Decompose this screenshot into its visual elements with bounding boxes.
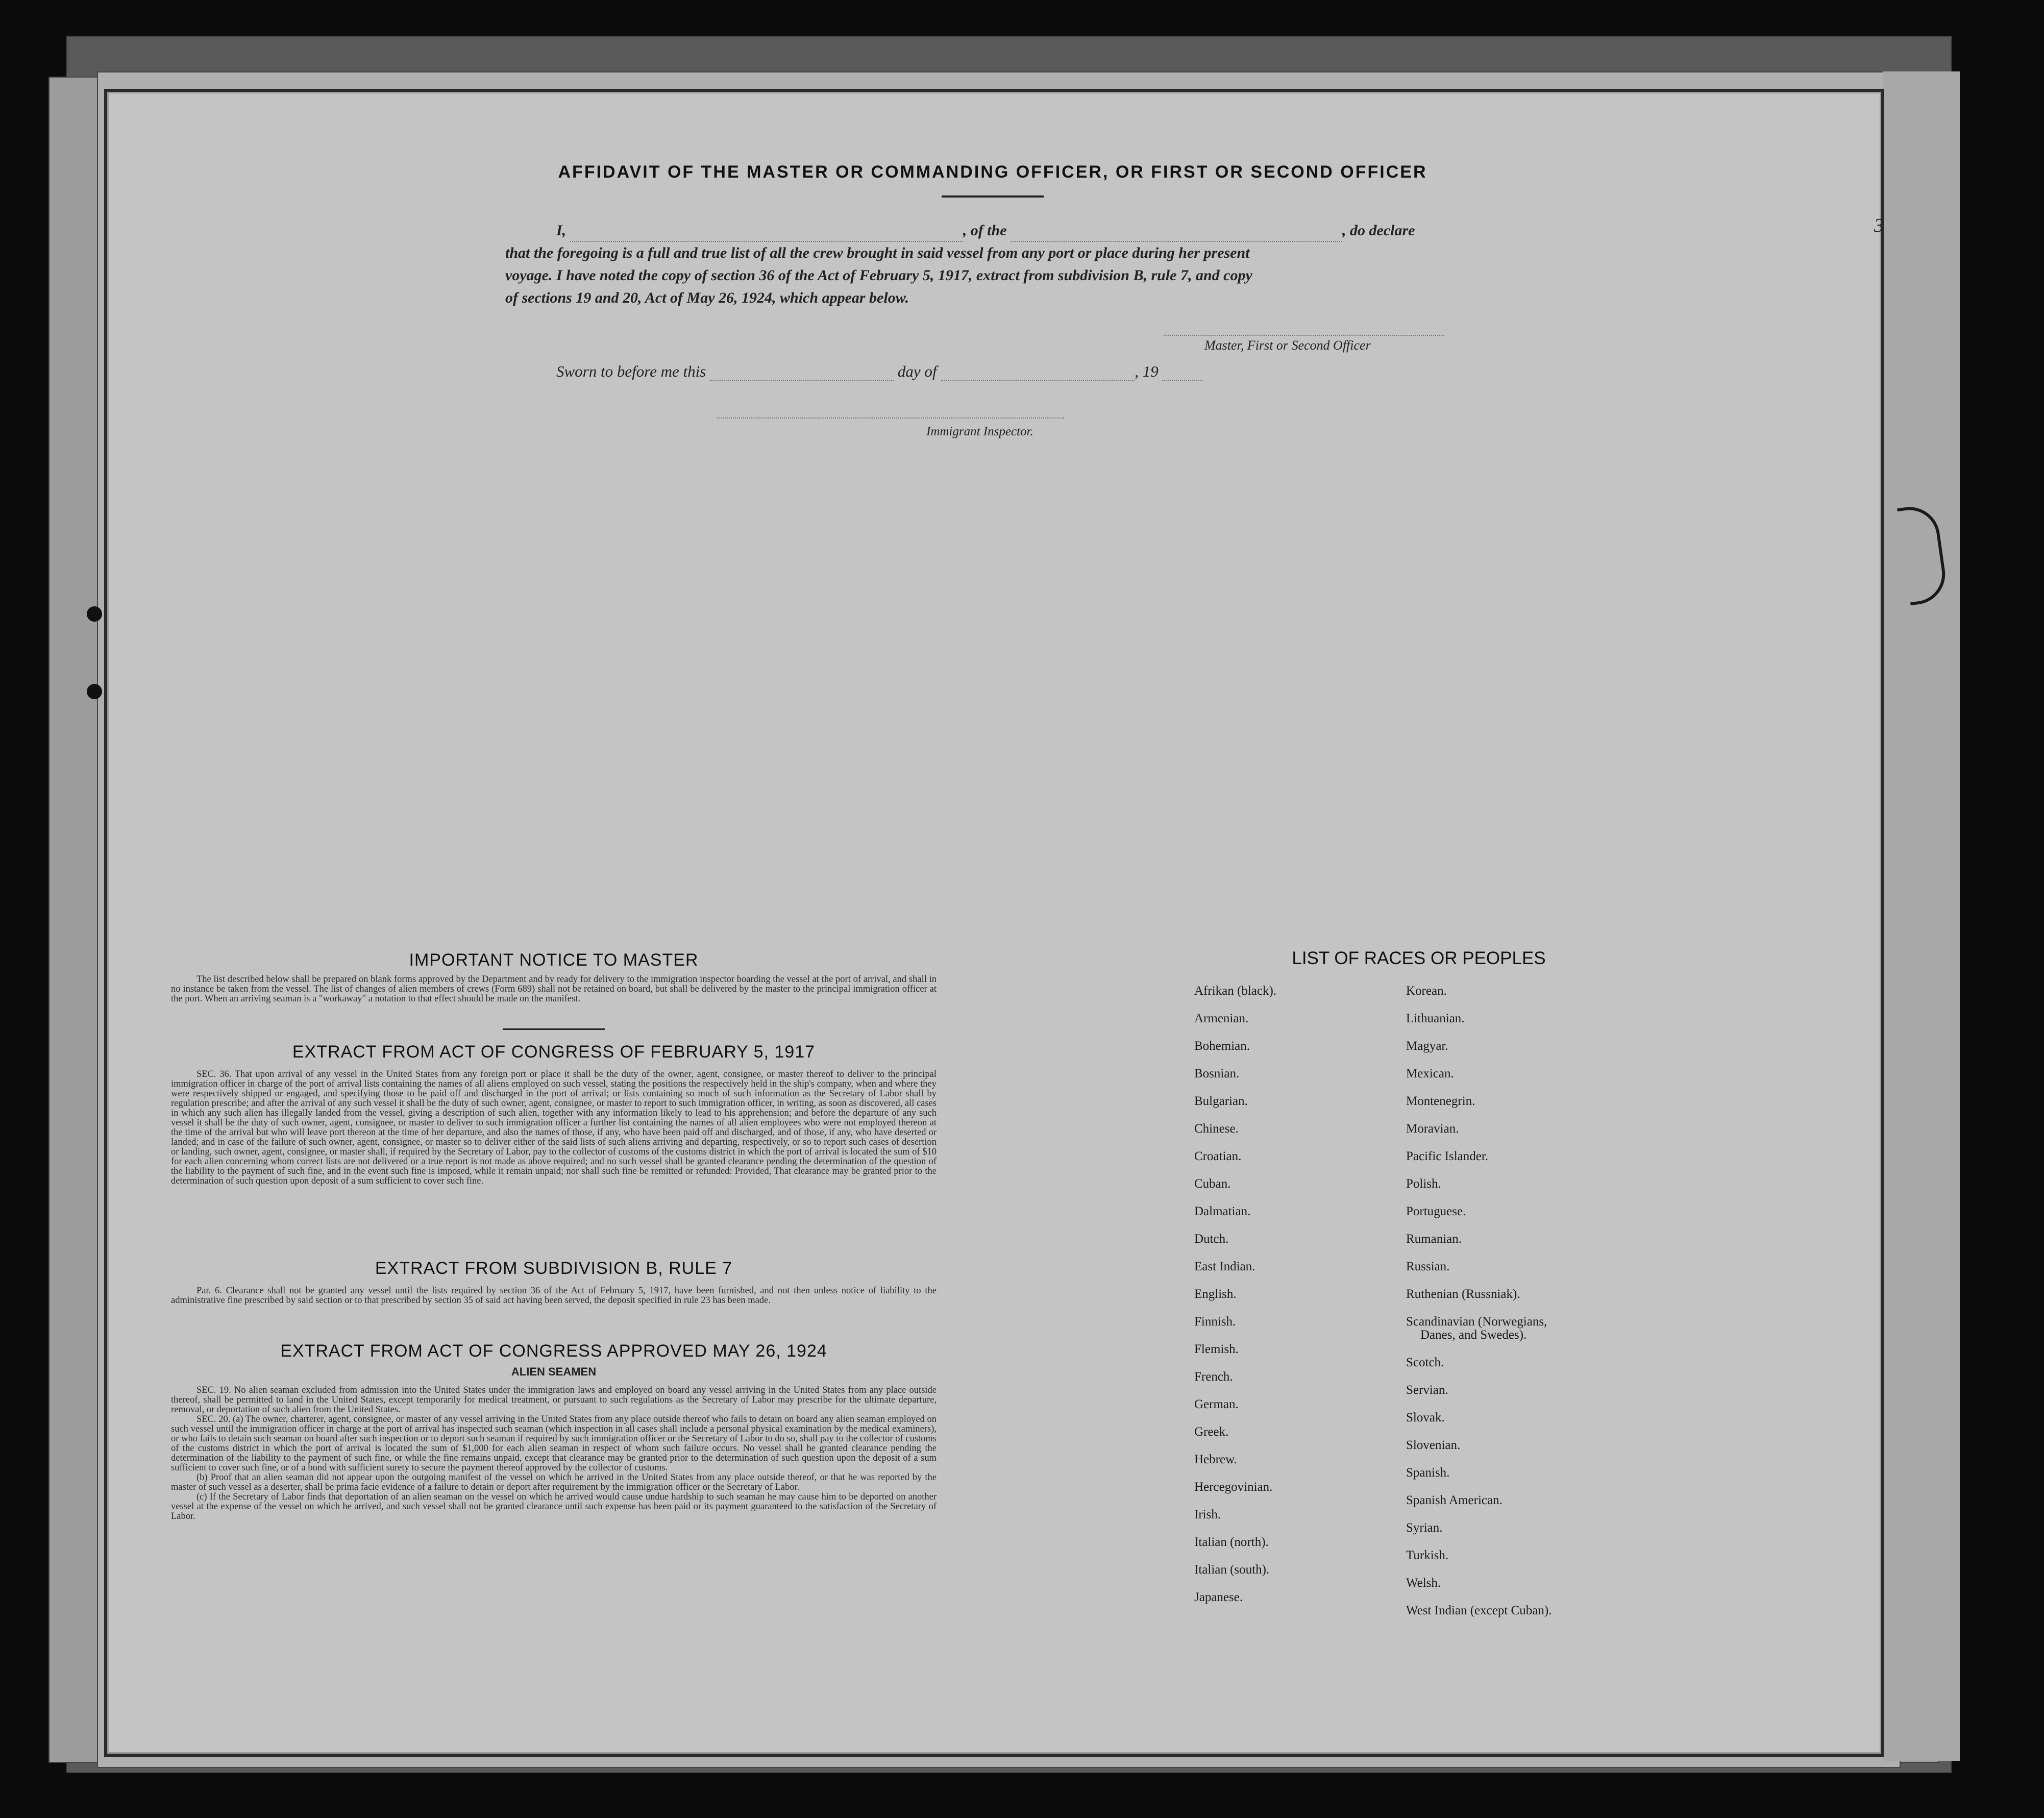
margin-digit: 3 — [1874, 215, 1884, 236]
race-list-item: Greek. — [1194, 1425, 1229, 1439]
race-list-item: Japanese. — [1194, 1590, 1243, 1604]
race-list-item: Korean. — [1406, 984, 1447, 998]
race-list-item: French. — [1194, 1370, 1233, 1384]
race-list-item: Turkish. — [1406, 1549, 1449, 1562]
race-list-item: West Indian (except Cuban). — [1406, 1604, 1552, 1617]
race-list-item: Polish. — [1406, 1177, 1441, 1191]
race-list-item: Magyar. — [1406, 1039, 1448, 1053]
sworn-year-field[interactable] — [1162, 380, 1203, 381]
notice-text — [171, 975, 937, 1004]
extract-1924-sec20b: (b) Proof that an alien seaman did not appear upon the outgoing manifest of the vessel on which he arrived in the United States from any place outside thereof, or that he was reported by the master of such vessel as a deserter, shall be prima facie evidence of a failure to detain or deport after requirement by the immigration officer or the Secretary of Labor. — [171, 1472, 937, 1492]
race-list-item: Finnish. — [1194, 1315, 1236, 1329]
declaration-line-3: voyage. I have noted the copy of section 36 of the Act of February 5, 1917, extract from subdivision B, rule 7, and copy — [505, 267, 1252, 284]
bleed-through-text — [255, 449, 263, 464]
race-list-item: Slovak. — [1406, 1411, 1445, 1424]
race-list-item: East Indian. — [1194, 1260, 1255, 1273]
notice-paragraph: The list described below shall be prepared on blank forms approved by the Department and by ready for delivery to the immigration inspector boarding the vessel at the port of arrival, and shall in no instance be taken from the vessel. The list of changes of alien members of crews (Form 689) shall not be retained on board, but shall be delivered by the master to the principal immigration officer at the port. When an arriving seaman is a "workaway" a notation to that effect should be made on the manifest. — [171, 974, 937, 1004]
notice-divider — [503, 1028, 605, 1030]
race-list-item: Spanish American. — [1406, 1493, 1503, 1507]
extract-1917-text — [171, 1070, 937, 1186]
race-list-item: Servian. — [1406, 1383, 1448, 1397]
notice-title: IMPORTANT NOTICE TO MASTER — [409, 950, 699, 970]
race-list-item: Spanish. — [1406, 1466, 1450, 1480]
extract-1924-sec20c: (c) If the Secretary of Labor finds that deportation of an alien seaman on the vessel on which he arrived would cause undue hardship to such seaman he may cause him to be deported on another vessel at the expense of the vessel on which he arrived, and such vessel shall not be granted clearance until such expense has been paid or its payment guaranteed to the satisfaction of the Secretary of Labor. — [171, 1492, 937, 1521]
race-list-item: Danes, and Swedes). — [1420, 1328, 1527, 1342]
declaration-line-2: that the foregoing is a full and true list of all the crew brought in said vessel from any port or place during her present — [505, 244, 1250, 261]
affidavit-title: AFFIDAVIT OF THE MASTER OR COMMANDING OFFICER, OR FIRST OR SECOND OFFICER — [558, 162, 1427, 182]
race-list-item: Dalmatian. — [1194, 1205, 1251, 1218]
race-list-item: Irish. — [1194, 1508, 1221, 1521]
races-list-title: LIST OF RACES OR PEOPLES — [1292, 948, 1546, 968]
race-list-item: Portuguese. — [1406, 1205, 1466, 1218]
extract-1917-paragraph: SEC. 36. That upon arrival of any vessel in the United States from any foreign port or place it shall be the duty of the owner, agent, consignee, or master thereof to deliver to the principal immigration officer in charge of the port of arrival lists containing the names of all aliens employed on such vessel, stating the positions the respectively held in the ship's company, when and where they were respectively shipped or engaged, and specifying those to be paid off and discharged in the port of arrival; or lists containing so much of such information as the Secretary of Labor shall by regulation prescribe; and after the arrival of any such vessel it shall be the duty of such owner, agent, consignee, or master to report to such immigration officer, in writing, as soon as discovered, all cases in which any such alien has illegally landed from the vessel, giving a description of such alien, together with any information likely to lead to his apprehension; and before the departure of any such vessel it shall be the duty of such owner, agent, consignee, or master to deliver to such immigration officer a further list containing the names of all alien employees who were not employed thereon at the time of the arrival but who will leave port thereon at the time of her departure, and also the names of those, if any, who have been paid off and discharged, and of those, if any, who have deserted or landed; and in case of the failure of such owner, agent, consignee, or master so to deliver either of the said lists of such aliens arriving and departing, respectively, or so to report such cases of desertion or landing, such owner, agent, consignee, or master shall, if required by the Secretary of Labor, pay to the collector of customs of the customs district in which the port of arrival is located the sum of $10 for each alien concerning whom correct lists are not delivered or a true report is not made as above required; and no such vessel shall be granted clearance pending the determination of the question of the liability to the payment of such fine, and in the event such fine is imposed, while it remain unpaid; nor shall such fine be remitted or refunded: Provided, That clearance may be granted prior to the determination of such question upon deposit of a sum sufficient to cover such fine. — [171, 1069, 937, 1186]
race-list-item: Flemish. — [1194, 1342, 1239, 1356]
race-list-item: Rumanian. — [1406, 1232, 1462, 1246]
race-list-item: Scotch. — [1406, 1356, 1444, 1369]
race-list-item: Bosnian. — [1194, 1067, 1240, 1080]
binder-hole — [87, 684, 102, 699]
race-list-item: Armenian. — [1194, 1012, 1249, 1025]
race-list-item: Mexican. — [1406, 1067, 1454, 1080]
master-signature-label: Master, First or Second Officer — [1204, 338, 1371, 353]
race-list-item: Lithuanian. — [1406, 1012, 1465, 1025]
race-list-item: Afrikan (black). — [1194, 984, 1277, 998]
extract-1924-sec20a: SEC. 20. (a) The owner, charterer, agent, consignee, or master of any vessel arriving in the United States from any place outside thereof who fails to detain on board any alien seaman employed on such vessel until the immigration officer in charge at the port of arrival has inspected such seaman (which inspection in all cases shall include a personal physical examination by the medical examiners), or who fails to detain such seaman on board after such inspection or to deport such seaman if required by such immigration officer or the Secretary of Labor to do so, shall pay to the collector of customs of the customs district in which the port of arrival is located the sum of $1,000 for each alien seaman in respect of whom such failure occurs. No vessel shall be granted clearance pending the determination of the liability to the payment of such fine, or while the fine remains unpaid, except that clearance may be granted prior to the determination of such question upon the deposit of a sum sufficient to cover such fine, or of a bond with sufficient surety to secure the payment thereof approved by the collector of customs. — [171, 1414, 937, 1473]
extract-rule7-paragraph: Par. 6. Clearance shall not be granted any vessel until the lists required by section 36 of the Act of February 5, 1917, have been furnished, and not then unless notice of liability to the administrative fine prescribed by said section or to that prescribed by section 35 of said act having been served, the deposit specified in rule 23 has been made. — [171, 1286, 937, 1306]
race-list-item: Italian (north). — [1194, 1535, 1269, 1549]
extract-1924-title: EXTRACT FROM ACT OF CONGRESS APPROVED MAY 26, 1924 — [280, 1341, 827, 1361]
race-list-item: Russian. — [1406, 1260, 1450, 1273]
race-list-item: Bulgarian. — [1194, 1094, 1248, 1108]
extract-1924-subtitle: ALIEN SEAMEN — [511, 1365, 597, 1378]
extract-rule7-title: EXTRACT FROM SUBDIVISION B, RULE 7 — [375, 1259, 733, 1278]
title-divider — [942, 195, 1044, 198]
race-list-item: Scandinavian (Norwegians, — [1406, 1315, 1547, 1329]
declaration-do-declare: , do declare — [1342, 222, 1415, 239]
inspector-signature-label: Immigrant Inspector. — [926, 425, 1033, 438]
race-list-item: Slovenian. — [1406, 1438, 1461, 1452]
race-list-item: Ruthenian (Russniak). — [1406, 1287, 1520, 1301]
declaration-line-1 — [505, 219, 1485, 242]
master-signature-line[interactable] — [1164, 335, 1444, 336]
races-list-right — [1406, 984, 1671, 1631]
sworn-day-of: day of — [897, 362, 937, 380]
right-sheet-edge — [1883, 71, 1960, 1761]
extract-rule7-text — [171, 1286, 937, 1306]
declaration-of-the: , of the — [963, 222, 1007, 239]
race-list-item: Cuban. — [1194, 1177, 1231, 1191]
inspector-signature-line[interactable] — [717, 417, 1064, 419]
race-list-item: Moravian. — [1406, 1122, 1459, 1136]
declaration-line-4: of sections 19 and 20, Act of May 26, 1924, which appear below. — [505, 289, 909, 306]
binder-hole — [87, 606, 102, 622]
sworn-day-field[interactable] — [710, 380, 894, 381]
sworn-year-prefix: , 19 — [1135, 362, 1159, 380]
extract-1917-title: EXTRACT FROM ACT OF CONGRESS OF FEBRUARY 5, 1917 — [292, 1042, 816, 1062]
race-list-item: Hercegovinian. — [1194, 1480, 1273, 1494]
extract-1924-sec19: SEC. 19. No alien seaman excluded from admission into the United States under the immigration laws and employed on board any vessel arriving in the United States from any place outside thereof, shall be permitted to land in the United States, except temporarily for medical treatment, or pursuant to such regulations as the Secretary of Labor may prescribe for the ultimate departure, removal, or deportation of such alien from the United States. — [171, 1385, 937, 1415]
race-list-item: Welsh. — [1406, 1576, 1441, 1590]
race-list-item: Croatian. — [1194, 1149, 1242, 1163]
race-list-item: English. — [1194, 1287, 1237, 1301]
extract-1924-text — [171, 1386, 937, 1521]
race-list-item: Bohemian. — [1194, 1039, 1250, 1053]
sworn-month-field[interactable] — [941, 380, 1135, 381]
race-list-item: Italian (south). — [1194, 1563, 1270, 1577]
race-list-item: Montenegrin. — [1406, 1094, 1475, 1108]
race-list-item: Pacific Islander. — [1406, 1149, 1489, 1163]
race-list-item: Hebrew. — [1194, 1453, 1237, 1466]
declaration-i: I, — [556, 222, 567, 239]
race-list-item: Chinese. — [1194, 1122, 1239, 1136]
race-list-item: Dutch. — [1194, 1232, 1229, 1246]
race-list-item: German. — [1194, 1397, 1239, 1411]
sworn-line — [556, 362, 1203, 381]
affidavit-declaration — [505, 219, 1485, 309]
sworn-text: Sworn to before me this — [556, 362, 706, 380]
races-list-left — [1194, 984, 1388, 1618]
race-list-item: Syrian. — [1406, 1521, 1443, 1535]
